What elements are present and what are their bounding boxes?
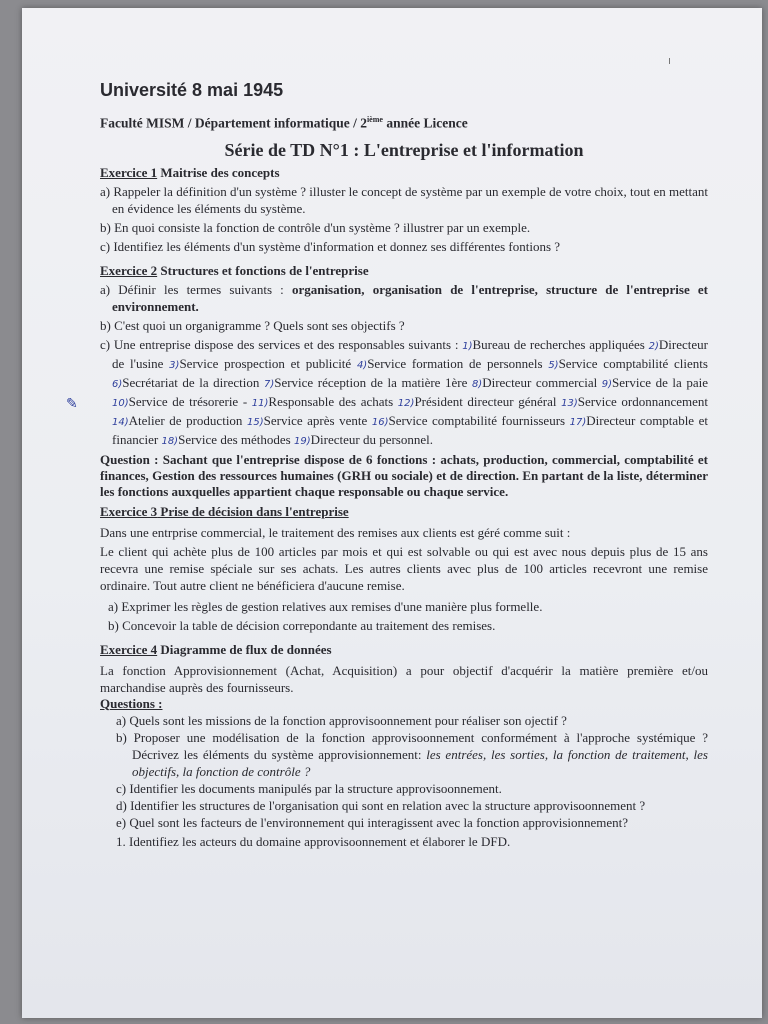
- handwritten-service-number: 5): [548, 359, 559, 371]
- service-label: Service ordonnancement: [577, 393, 708, 409]
- exercise-3-item-b: b) Concevoir la table de décision correpondante au traitement des remises.: [108, 617, 496, 633]
- handwritten-service-number: 1): [462, 340, 473, 352]
- exercise-4-questions-label: Questions :: [100, 695, 163, 711]
- handwritten-service-number: 2): [648, 340, 659, 352]
- service-label: Directeur de l'usine: [112, 336, 708, 371]
- service-label: Directeur comptable et financier: [112, 412, 709, 447]
- faculty-suffix: année Licence: [382, 115, 468, 131]
- service-label: Responsable des achats: [268, 393, 398, 409]
- exercise-4-item-b: [100, 729, 708, 780]
- exercise-1-item-c: c) Identifiez les éléments d'un système d'information et donnez ses différentes fontions ?: [100, 238, 561, 254]
- faculty-prefix: Faculté MISM / Département informatique / 2: [100, 115, 367, 131]
- exercise-4-intro: La fonction Approvisionnement (Achat, Acquisition) a pour objectif d'acquérir la matière première et/ou marchandise auprès des fournisseurs.: [100, 662, 708, 695]
- service-label: Service comptabilité fournisseurs: [388, 412, 570, 428]
- exercise-1-item-b: b) En quoi consiste la fonction de contrôle d'un système ? illustrer par un exemple.: [100, 219, 531, 235]
- handwritten-service-number: 12): [397, 397, 415, 409]
- handwritten-service-number: 14): [112, 416, 129, 428]
- series-title: Série de TD N°1 : L'entreprise et l'information: [224, 139, 584, 160]
- exercise-2-title: [100, 263, 708, 279]
- service-label: Service formation de personnels: [367, 355, 549, 371]
- handwritten-service-number: 11): [251, 397, 269, 409]
- exercise-3-body: Le client qui achète plus de 100 articles par mois et qui est solvable ou qui est avec nous depuis plus de 15 ans recevra une remise spéciale sur ses achats. Les autres clients avec plus de 100 articles recevront une remise ordinaire. Tout autre client ne bénéficiera d'aucune remise.: [100, 543, 708, 593]
- handwritten-service-number: 19): [293, 435, 311, 447]
- exercise-4-item-a: a) Quels sont les missions de la fonction approvisoonnement pour réaliser son ojectif ?: [116, 712, 567, 728]
- exercise-4-item-c: c) Identifier les documents manipulés par la structure approvisoonnement.: [116, 780, 502, 796]
- service-label: Service réception de la matière 1ère: [274, 374, 472, 390]
- service-label: Secrétariat de la direction: [122, 374, 264, 390]
- exercise-3-title: [100, 504, 708, 520]
- handwritten-service-number: 8): [471, 378, 483, 390]
- exercise-3-intro: Dans une entrprise commercial, le traitement des remises aux clients est géré comme suit :: [100, 524, 571, 540]
- service-label: Directeur du personnel.: [310, 431, 433, 447]
- service-label: Président directeur général: [414, 393, 562, 409]
- exercise-4-item-e: e) Quel sont les facteurs de l'environnement qui interagissent avec la fonction approvisionnement?: [116, 814, 629, 830]
- exercise-2-question: Question : Sachant que l'entreprise dispose de 6 fonctions : achats, production, commercial, comptabilité et finances, Gestion des ressources humaines (GRH ou sociale) et de direction. En partant de la liste, déterminer les fonctions auxquelles appartient chaque responsable ou chaque service.: [100, 451, 708, 499]
- document-page: [22, 8, 762, 1018]
- exercise-4-title: [100, 642, 708, 658]
- exercise-2-item-a: [100, 281, 708, 315]
- exercise-4-item-d: d) Identifier les structures de l'organisation qui sont en relation avec la structure approvisoonnement ?: [116, 797, 646, 813]
- exercise-3-label: Exercice 3: [100, 503, 158, 519]
- exercise-2-item-a-text: a) Définir les termes suivants :: [100, 281, 292, 297]
- handwritten-service-number: 6): [112, 378, 123, 390]
- handwritten-service-number: 16): [371, 416, 389, 428]
- exercise-1-item-a: a) Rappeler la définition d'un système ? illuster le concept de système par un exemple de votre choix, tout en mettant en évidence les éléments du système.: [100, 183, 708, 216]
- service-label: Service après vente: [263, 412, 372, 428]
- handwritten-service-number: 10): [112, 397, 129, 409]
- handwritten-service-number: 4): [356, 359, 368, 371]
- exercise-4-item-b-text: b) Proposer une modélisation de la fonction approvisoonnement conformément à l'approche systémique ? Décrivez les éléments du système approvisionnement:: [116, 729, 708, 762]
- exercise-2-item-b: b) C'est quoi un organigramme ? Quels sont ses objectifs ?: [100, 317, 405, 333]
- service-label: Directeur commercial: [482, 374, 602, 390]
- handwritten-service-number: 17): [569, 416, 587, 428]
- exercise-4-heading: Diagramme de flux de données: [157, 641, 332, 657]
- exercise-1-label: Exercice 1: [100, 164, 158, 180]
- exercise-3-heading: Prise de décision dans l'entreprise: [157, 503, 349, 519]
- exercise-2-item-c: ✎ c) Une entreprise dispose des services et des responsables suivants : 1)Bureau de recherches appliquées 2)Directeur de l'usine 3)Service prospection et publicité 4)Service formation de personnels 5)Service comptabilité clients 6)Secrétariat de la direction 7)Service réception de la matière 1ère 8)Directeur commercial 9)Service de la paie 10)Service de trésorerie - 11)Responsable des achats 12)Président directeur général 13)Service ordonnancement 14)Atelier de production 15)Service après vente 16)Service comptabilité fournisseurs 17)Directeur comptable et financier 18)Service des méthodes 19)Directeur du personnel.: [66, 336, 709, 447]
- exercise-2-label: Exercice 2: [100, 262, 158, 278]
- handwritten-service-number: 7): [263, 378, 275, 390]
- faculty-line: [100, 115, 708, 132]
- handwritten-service-number: 3): [169, 359, 180, 371]
- handwritten-service-number: 18): [161, 435, 179, 447]
- service-label: Bureau de recherches appliquées: [472, 336, 649, 352]
- service-label: Service de la paie: [612, 374, 709, 390]
- service-label: Service de trésorerie -: [128, 393, 252, 409]
- faculty-sup: ième: [366, 115, 383, 124]
- university-title: Université 8 mai 1945: [100, 80, 284, 100]
- exercise-4-label: Exercice 4: [100, 641, 158, 657]
- exercise-2-item-a-terms: organisation, organisation de l'entreprise, structure de l'entreprise et environnement.: [112, 281, 708, 314]
- service-label: Atelier de production: [128, 412, 247, 428]
- service-label: Service des méthodes: [178, 431, 294, 447]
- handwritten-service-number: 15): [246, 416, 264, 428]
- service-label: Service prospection et publicité: [179, 355, 357, 371]
- document-content: [66, 80, 709, 850]
- exercise-2-item-c-intro: c) Une entreprise dispose des services et des responsables suivants :: [100, 336, 463, 352]
- services-list: [112, 337, 708, 447]
- exercise-4-item-1: 1. Identifiez les acteurs du domaine approvisoonnement et élaborer le DFD.: [116, 833, 511, 849]
- handwritten-service-number: 13): [561, 397, 578, 409]
- exercise-1-heading: Maitrise des concepts: [157, 164, 280, 180]
- exercise-2-heading: Structures et fonctions de l'entreprise: [157, 262, 369, 278]
- exercise-1-title: [100, 165, 708, 181]
- exercise-3-item-a: a) Exprimer les règles de gestion relatives aux remises d'une manière plus formelle.: [108, 598, 543, 614]
- service-label: Service comptabilité clients: [558, 355, 708, 371]
- handwritten-service-number: 9): [601, 378, 613, 390]
- paper-mark: [669, 58, 670, 64]
- exercise-4-item-b-elements: les entrées, les sorties, la fonction de traitement, les objectifs, la fonction de contrôle ?: [132, 746, 708, 779]
